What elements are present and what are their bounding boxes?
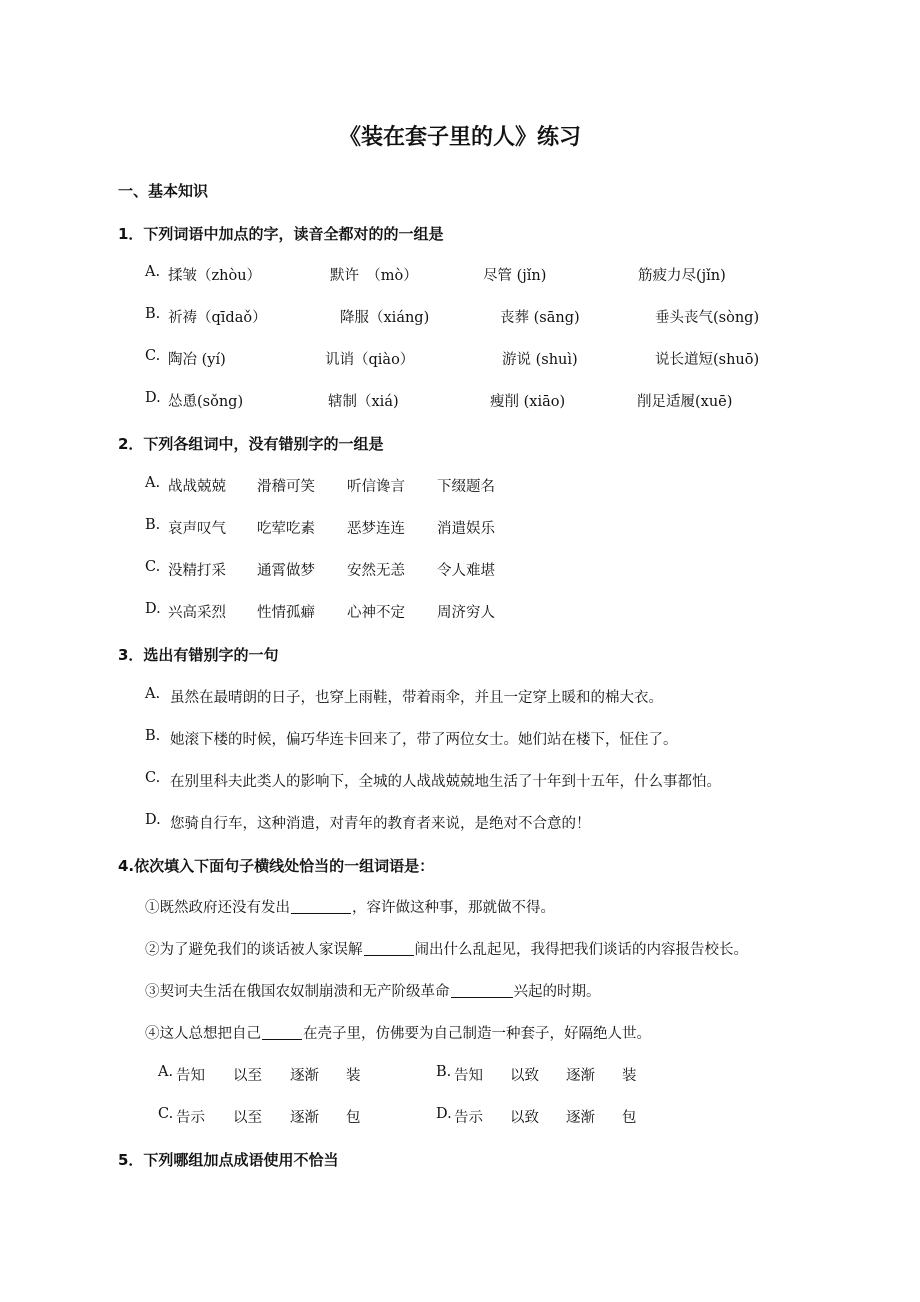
question-2-stem: 2．下列各组词中，没有错别字的一组是 — [118, 435, 384, 453]
section-heading: 一、基本知识 — [118, 182, 209, 200]
sentence-text: ①既然政府还没有发出 — [145, 900, 290, 916]
option-item: 令人难堪 — [437, 563, 495, 579]
option-item: 通霄做梦 — [257, 563, 315, 579]
option-item: 垂头丧气(sòng) — [655, 310, 760, 326]
option-item: 周济穷人 — [437, 605, 495, 621]
option-item: 削足适履(xuē) — [637, 394, 733, 410]
option-item: 怂恿(sǒng) — [168, 394, 244, 410]
option-item: 游说 (shuì) — [502, 352, 578, 368]
option-item: 告知 — [454, 1068, 483, 1084]
option-item: 恶梦连连 — [347, 521, 405, 537]
question-3-stem: 3．选出有错别字的一句 — [118, 646, 279, 664]
option-item: 下缀题名 — [437, 479, 495, 495]
option-item: 包 — [622, 1110, 637, 1126]
option-item: 揉皱（zhòu） — [168, 268, 262, 284]
option-item: 没精打采 — [168, 563, 226, 579]
option-item: 装 — [622, 1068, 637, 1084]
option-item: 讥诮（qiào） — [325, 352, 415, 368]
option-item: 筋疲力尽(jǐn) — [638, 268, 726, 284]
option-item: 消遣娱乐 — [437, 521, 495, 537]
option-item: 默许 （mò） — [330, 268, 418, 284]
option-label: A. — [145, 475, 161, 491]
option-item: 逐渐 — [290, 1110, 319, 1126]
option-item: 包 — [346, 1110, 361, 1126]
fill-blank — [364, 941, 414, 956]
q4-sentence-3 — [145, 980, 601, 1001]
option-item: 告示 — [176, 1110, 205, 1126]
option-item: 降服（xiáng) — [340, 310, 430, 326]
option-item: 祈祷（qīdaǒ） — [168, 310, 267, 326]
option-text: 您骑自行车，这种消遣，对青年的教育者来说，是绝对不合意的！ — [170, 816, 591, 832]
fill-blank — [291, 899, 351, 914]
option-item: 逐渐 — [566, 1110, 595, 1126]
option-item: 辖制（xiá) — [328, 394, 399, 410]
option-item: 瘦削 (xiāo) — [490, 394, 566, 410]
option-label: C. — [158, 1106, 174, 1122]
option-label: A. — [158, 1064, 174, 1080]
option-label: B. — [145, 517, 161, 533]
fill-blank — [262, 1025, 302, 1040]
option-label: C. — [145, 770, 161, 786]
option-item: 以至 — [233, 1110, 262, 1126]
q4-sentence-2 — [145, 938, 748, 959]
option-label: D. — [145, 390, 161, 406]
sentence-text: ③契诃夫生活在俄国农奴制崩溃和无产阶级革命 — [145, 984, 450, 1000]
option-label: D. — [145, 812, 161, 828]
question-4-stem: 4.依次填入下面句子横线处恰当的一组词语是： — [118, 857, 435, 875]
option-item: 逐渐 — [290, 1068, 319, 1084]
option-item: 丧葬 (sāng) — [500, 310, 580, 326]
option-item: 听信谗言 — [347, 479, 405, 495]
option-item: 以致 — [510, 1068, 539, 1084]
sentence-text: ，容许做这种事，那就做不得。 — [352, 900, 555, 916]
option-item: 尽管 (jǐn) — [483, 268, 547, 284]
sentence-text: 在壳子里，仿佛要为自己制造一种套子，好隔绝人世。 — [303, 1026, 651, 1042]
option-item: 安然无恙 — [347, 563, 405, 579]
option-label: A. — [145, 264, 161, 280]
option-label: A. — [145, 686, 161, 702]
page-title: 《装在套子里的人》练习 — [338, 125, 581, 150]
sentence-text: 闹出什么乱起见，我得把我们谈话的内容报告校长。 — [414, 942, 748, 958]
option-label: D. — [145, 601, 161, 617]
option-label: B. — [145, 306, 161, 322]
option-text: 虽然在最晴朗的日子，也穿上雨鞋，带着雨伞，并且一定穿上暖和的棉大衣。 — [170, 690, 663, 706]
option-item: 战战兢兢 — [168, 479, 226, 495]
option-item: 以致 — [510, 1110, 539, 1126]
question-1-stem: 1．下列词语中加点的字，读音全都对的的一组是 — [118, 225, 444, 243]
option-label: C. — [145, 559, 161, 575]
option-item: 滑稽可笑 — [257, 479, 315, 495]
option-text: 她滚下楼的时候，偏巧华连卡回来了，带了两位女士。她们站在楼下，怔住了。 — [170, 732, 678, 748]
fill-blank — [451, 983, 513, 998]
question-5-stem: 5．下列哪组加点成语使用不恰当 — [118, 1151, 339, 1169]
sentence-text: ④这人总想把自己 — [145, 1026, 261, 1042]
option-item: 说长道短(shuō) — [655, 352, 760, 368]
option-item: 吃荤吃素 — [257, 521, 315, 537]
option-item: 性情孤癖 — [257, 605, 315, 621]
option-item: 告知 — [176, 1068, 205, 1084]
sentence-text: 兴起的时期。 — [513, 984, 601, 1000]
option-item: 心神不定 — [347, 605, 405, 621]
q4-sentence-4 — [145, 1022, 651, 1043]
option-label: B. — [145, 728, 161, 744]
option-item: 装 — [346, 1068, 361, 1084]
option-label: B. — [436, 1064, 452, 1080]
option-item: 兴高采烈 — [168, 605, 226, 621]
option-item: 陶冶 (yí) — [168, 352, 226, 368]
q4-sentence-1 — [145, 896, 555, 917]
option-item: 以至 — [233, 1068, 262, 1084]
option-label: C. — [145, 348, 161, 364]
sentence-text: ②为了避免我们的谈话被人家误解 — [145, 942, 363, 958]
option-item: 告示 — [454, 1110, 483, 1126]
option-label: D. — [436, 1106, 452, 1122]
option-item: 逐渐 — [566, 1068, 595, 1084]
option-item: 哀声叹气 — [168, 521, 226, 537]
option-text: 在别里科夫此类人的影响下，全城的人战战兢兢地生活了十年到十五年，什么事都怕。 — [170, 774, 721, 790]
